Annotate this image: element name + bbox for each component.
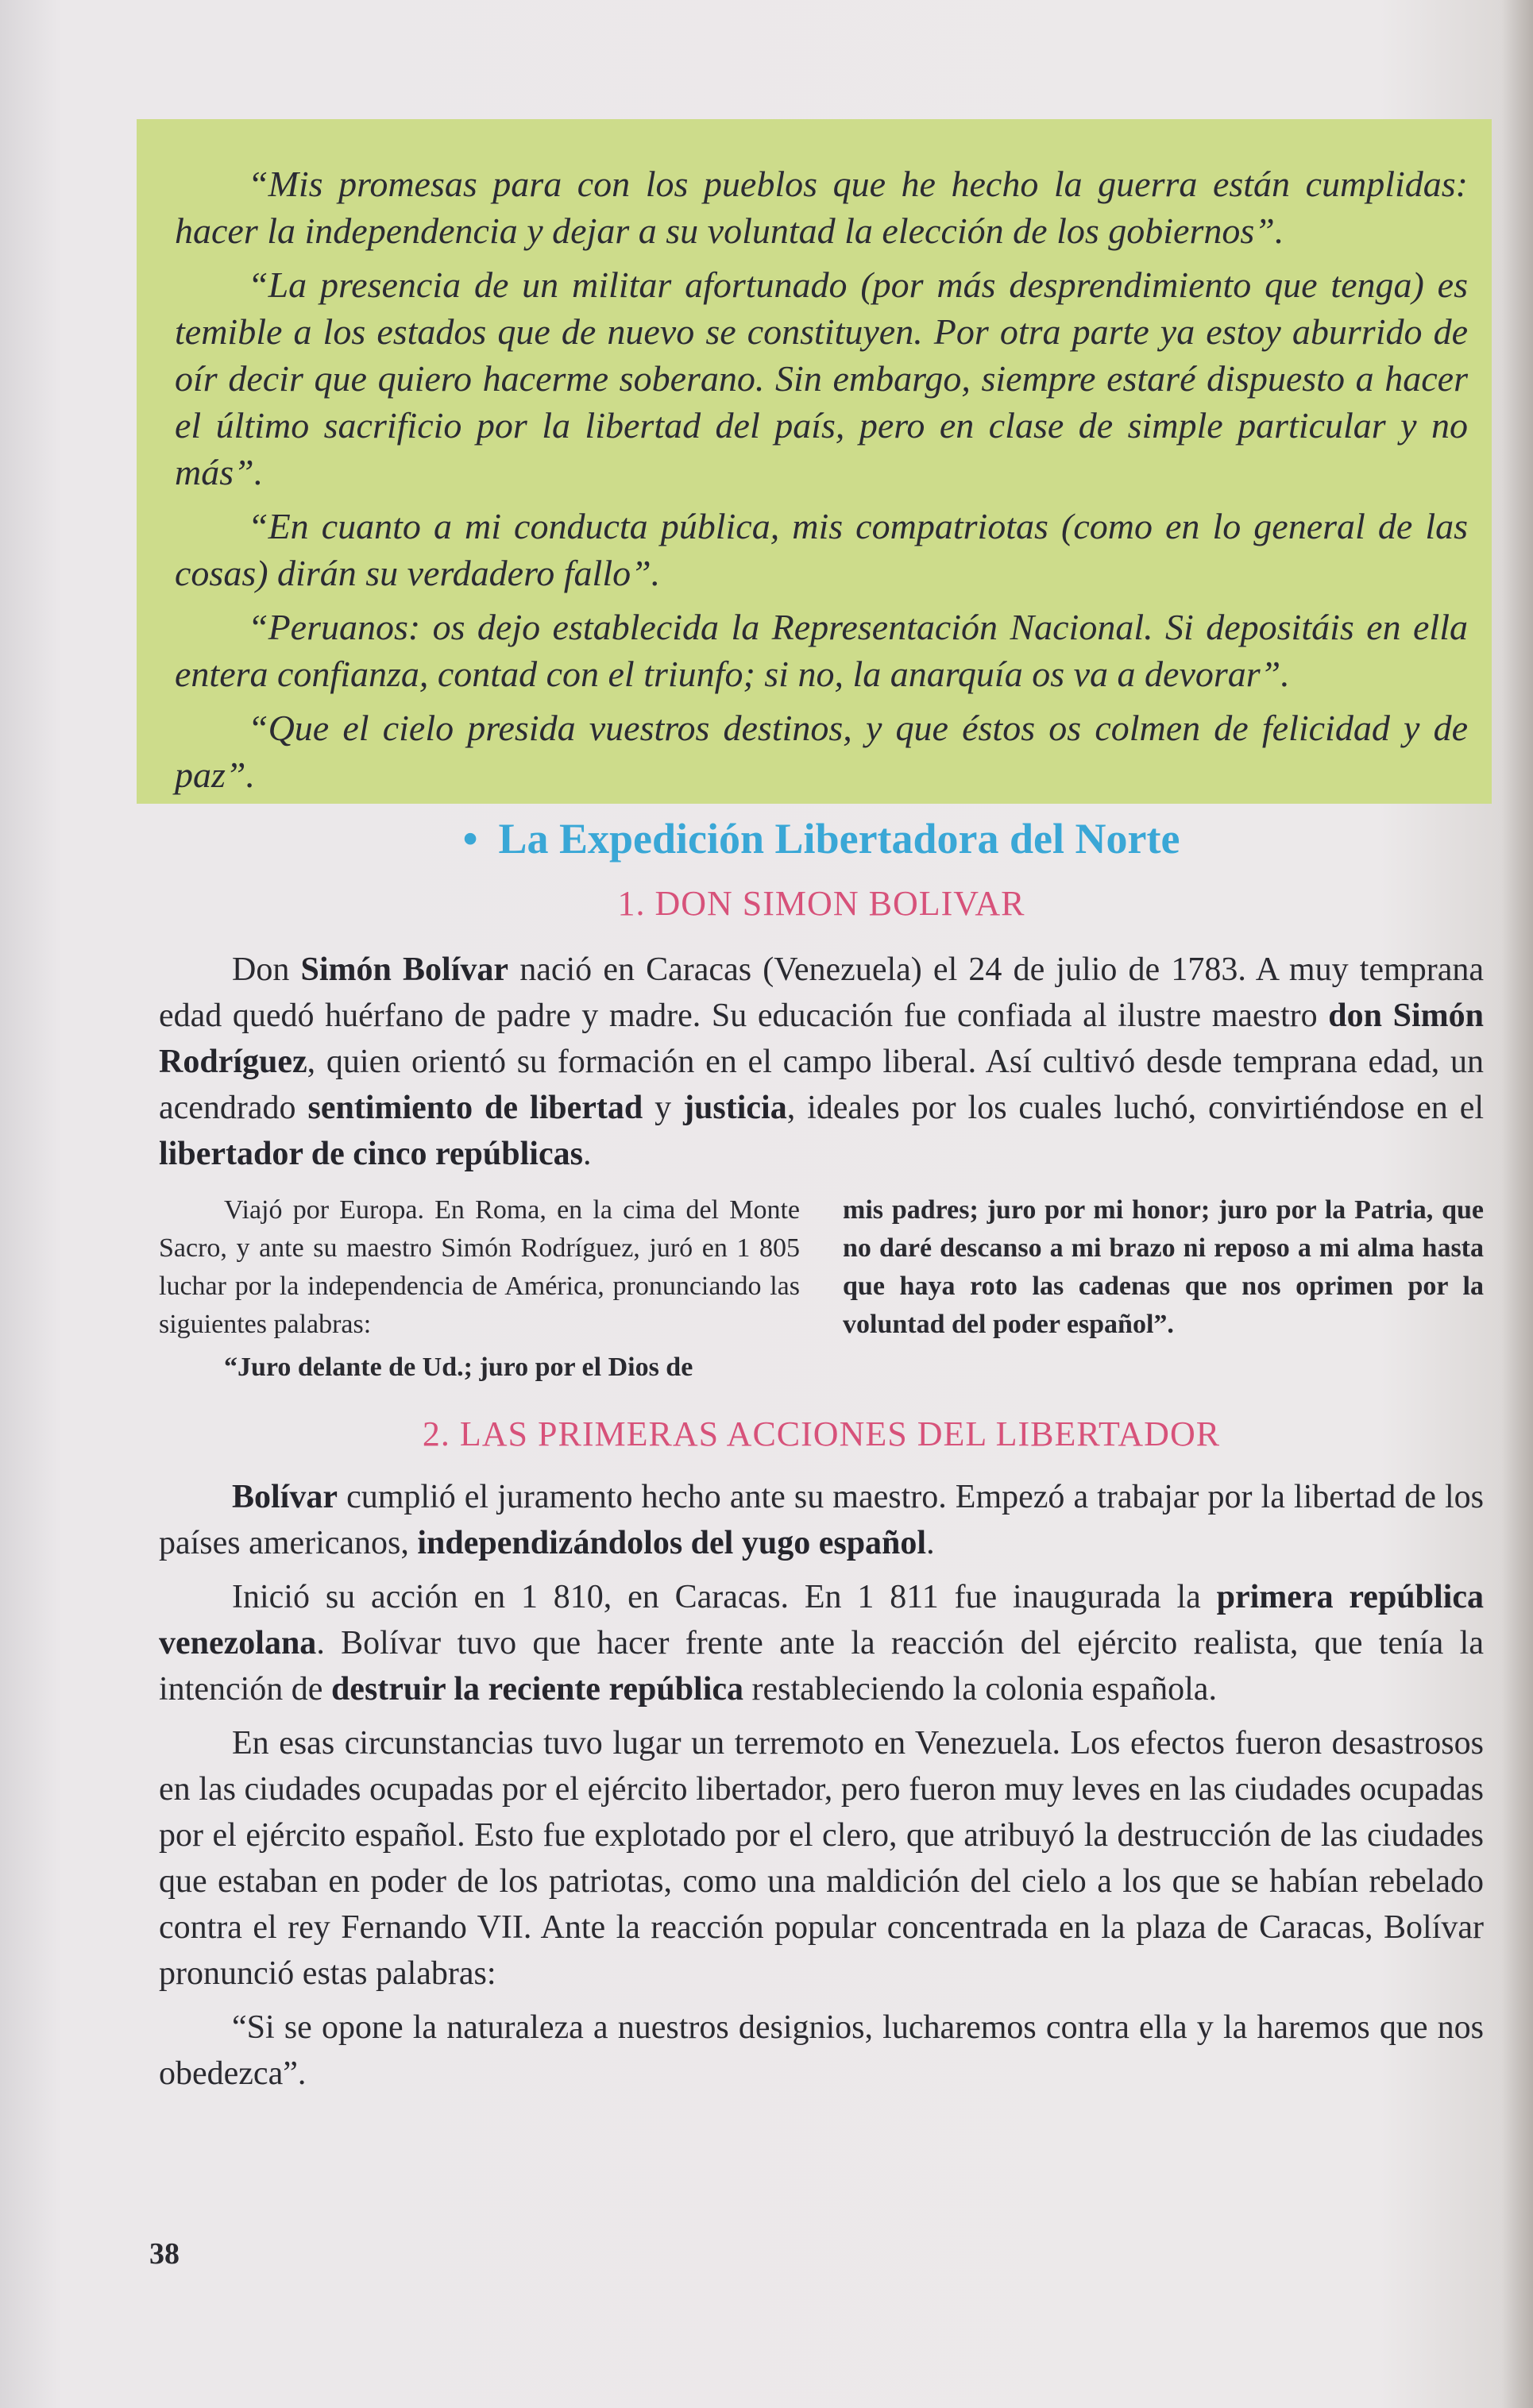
highlighted-quotes (137, 119, 1492, 804)
section-title-text: La Expedición Libertadora del Norte (498, 815, 1180, 862)
quote-2: “La presencia de un militar afortunado (por más desprendimiento que tenga) es temible a los estados que de nuevo se constituyen. Por otra parte ya estoy aburrido de oír decir que quiero hacerme soberano. Sin embargo, siempre estaré dispuesto a hacer el último sacrificio por la libertad del país, pero en clase de simple particular y no más”. (175, 264, 1468, 492)
heading-don-simon-bolivar: 1. DON SIMON BOLIVAR (617, 884, 1025, 923)
oath-left-column (159, 1191, 800, 1387)
main-content (159, 802, 1484, 2105)
bolivar-biography: Don Simón Bolívar nació en Caracas (Venezuela) el 24 de julio de 1783. A muy temprana edad quedó huérfano de padre y madre. Su educación fue confiada al ilustre maestro don Simón Rodríguez, quien orientó su formación en el campo liberal. Así cultivó desde temprana edad, un acendrado sentimiento de libertad y justicia, ideales por los cuales luchó, convirtiéndose en el libertador de cinco repúblicas. (159, 951, 1485, 1172)
book-spine-shadow (1501, 0, 1533, 2408)
oath-end: mis padres; juro por mi honor; juro por la Patria, que no daré descanso a mi brazo ni reposo a mi alma hasta que haya roto las cadenas que nos oprimen por la voluntad del poder español”. (843, 1195, 1484, 1339)
travel-text: Viajó por Europa. En Roma, en la cima del Monte Sacro, y ante su maestro Simón Rodríguez, juró en 1 805 luchar por la independencia de América, pronunciando las siguientes palabras: (159, 1195, 800, 1339)
oath-columns (159, 1191, 1484, 1387)
paragraph-naturaleza-quote: “Si se opone la naturaleza a nuestros designios, lucharemos contra ella y la haremos que nos obedezca”. (159, 2009, 1484, 2092)
heading-primeras-acciones: 2. LAS PRIMERAS ACCIONES DEL LIBERTADOR (422, 1414, 1221, 1453)
bullet-icon: • (462, 815, 478, 862)
quote-3: “En cuanto a mi conducta pública, mis compatriotas (como en lo general de las cosas) dirán su verdadero fallo”. (175, 506, 1468, 593)
page-number: 38 (149, 2237, 180, 2271)
paragraph-terremoto: En esas circunstancias tuvo lugar un terremoto en Venezuela. Los efectos fueron desastrosos en las ciudades ocupadas por el ejército libertador, pero fueron muy leves en las ciudades ocupadas por el ejército español. Esto fue explotado por el clero, que atribuyó la destrucción de las ciudades que estaban en poder de los patriotas, como una maldición del cielo a los que se habían rebelado contra el rey Fernando VII. Ante la reacción popular concentrada en la plaza de Caracas, Bolívar pronunció estas palabras: (159, 1725, 1484, 1992)
quote-4: “Peruanos: os dejo establecida la Representación Nacional. Si depositáis en ella entera confianza, contad con el triunfo; si no, la anarquía os va a devorar”. (175, 607, 1468, 694)
quote-5: “Que el cielo presida vuestros destinos, y que éstos os colmen de felicidad y de paz”. (175, 708, 1468, 795)
quote-1: “Mis promesas para con los pueblos que he hecho la guerra están cumplidas: hacer la independencia y dejar a su voluntad la elección de los gobiernos”. (175, 164, 1468, 251)
oath-start: “Juro delante de Ud.; juro por el Dios de (224, 1353, 693, 1382)
paragraph-juramento: Bolívar cumplió el juramento hecho ante su maestro. Empezó a trabajar por la libertad de los países americanos, independizándolos del yugo español. (159, 1479, 1484, 1561)
paragraph-primera-republica: Inició su acción en 1 810, en Caracas. En 1 811 fue inaugurada la primera república venezolana. Bolívar tuvo que hacer frente ante la reacción del ejército realista, que tenía la intención de destruir la reciente república restableciendo la colonia española. (159, 1579, 1484, 1708)
oath-right-column (843, 1191, 1484, 1387)
section-title (159, 802, 1484, 875)
